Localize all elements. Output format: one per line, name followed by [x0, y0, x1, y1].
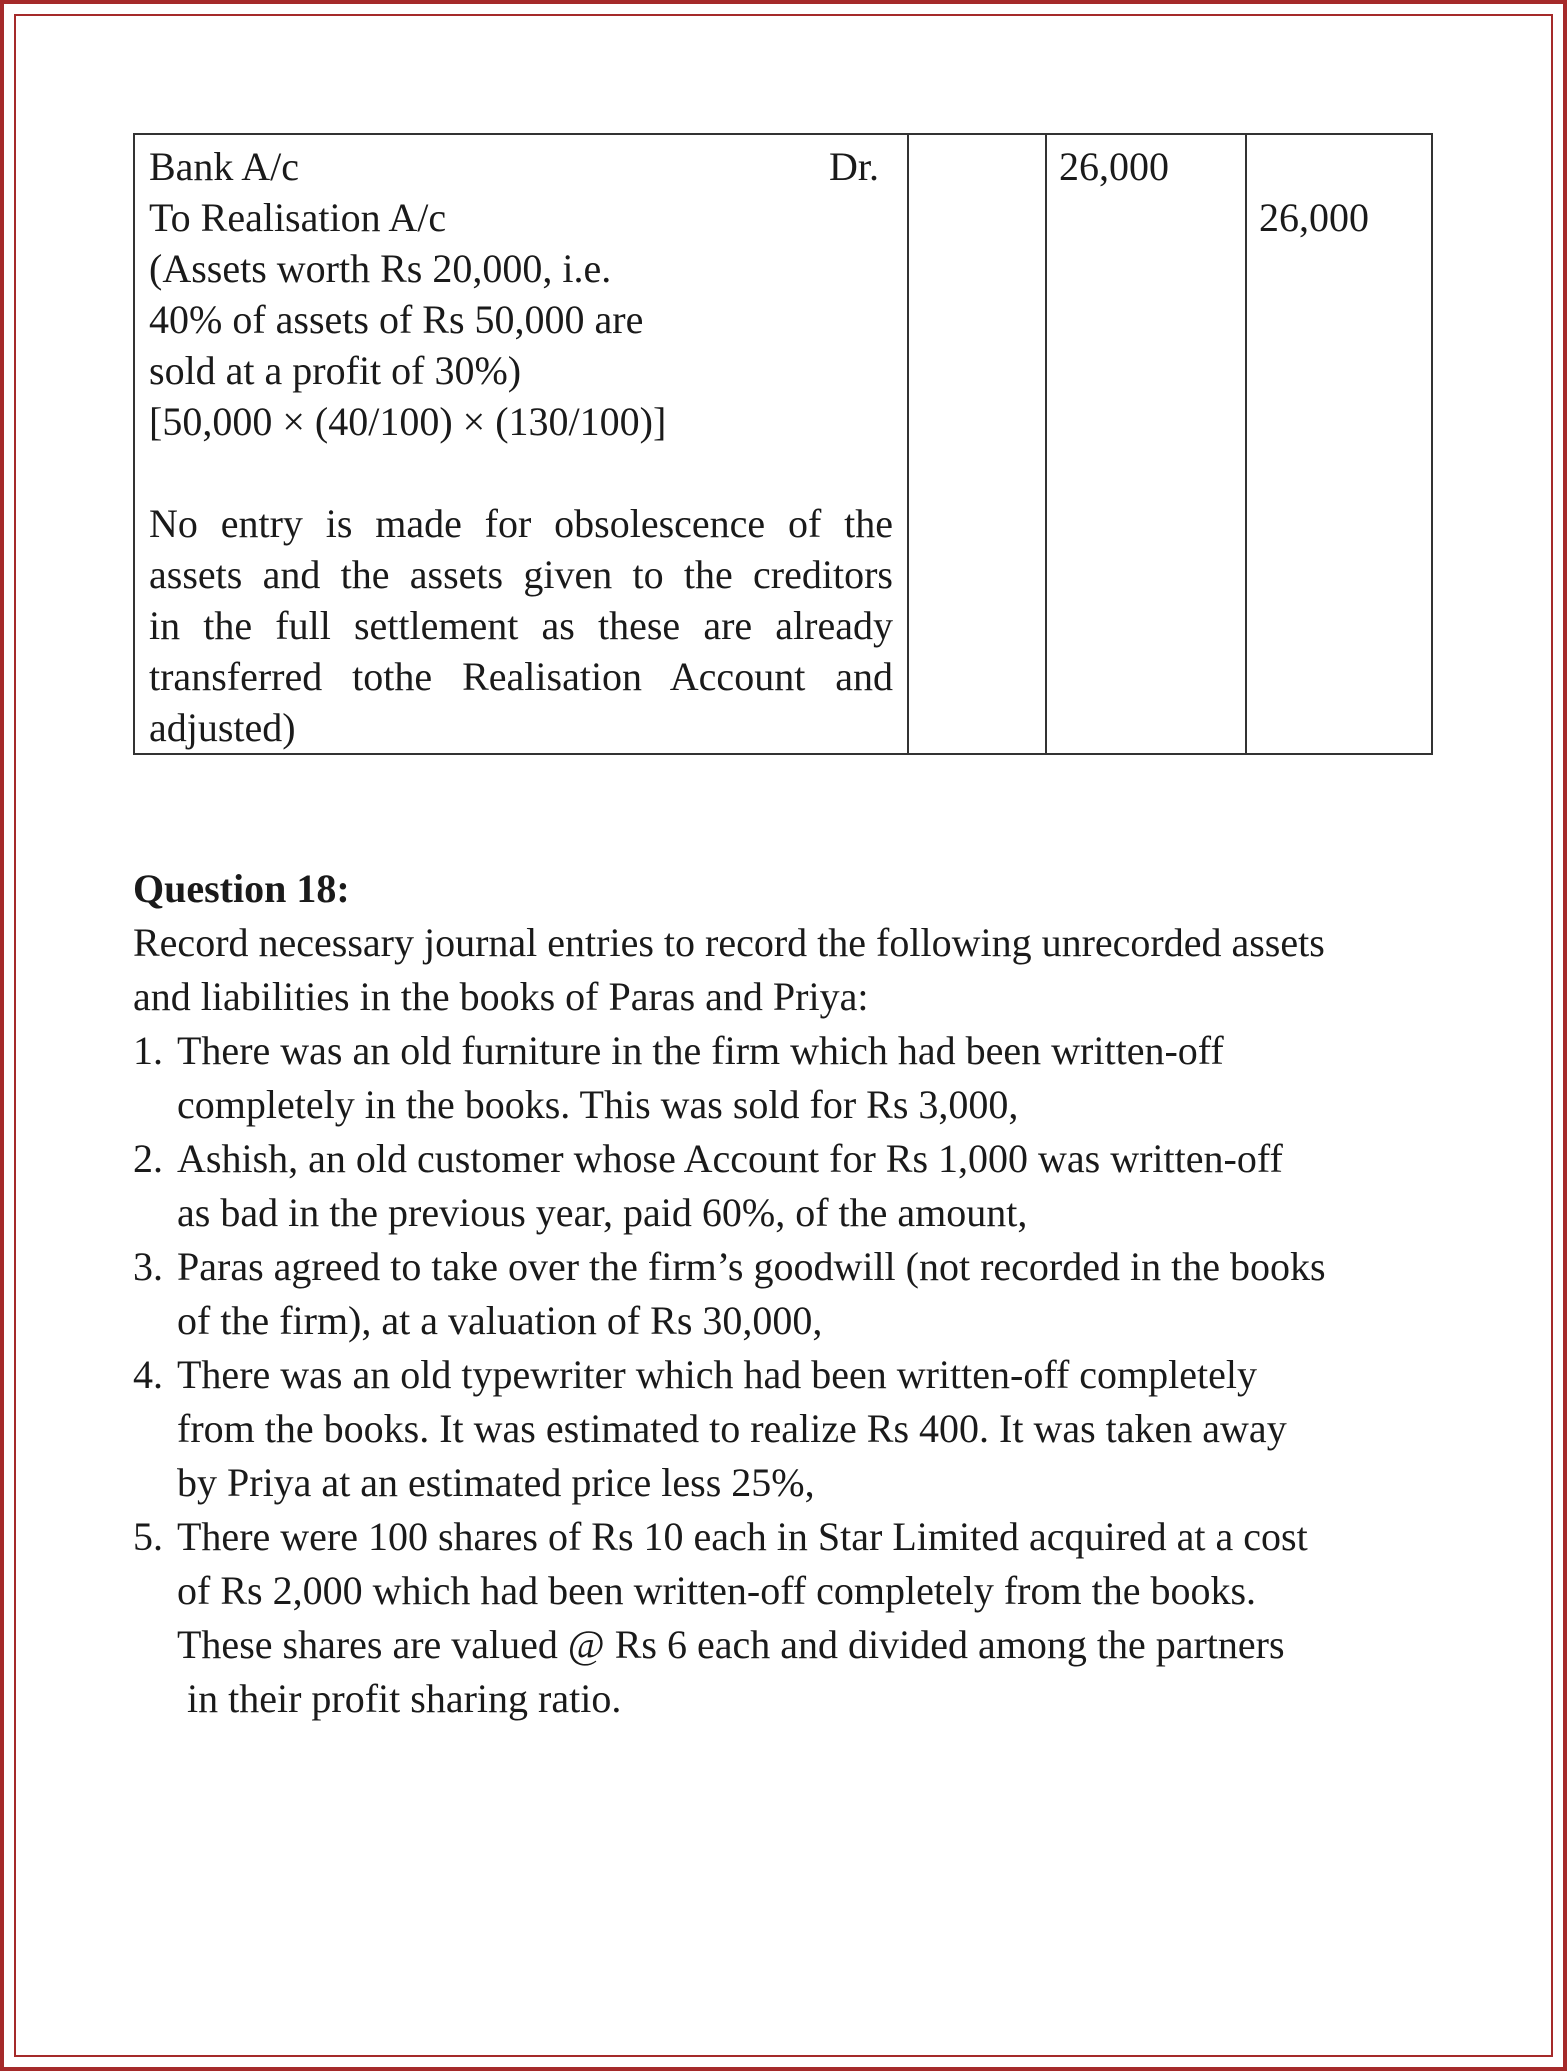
item-text [177, 1132, 1433, 1240]
list-item [133, 1510, 1433, 1726]
item-line: of the firm), at a valuation of Rs 30,000, [177, 1298, 823, 1343]
item-text [177, 1510, 1433, 1726]
item-line: There was an old furniture in the firm which had been written-off [177, 1028, 1224, 1073]
credit-amount: 26,000 [1259, 195, 1369, 240]
note-line: transferred tothe Realisation Account and [149, 654, 893, 699]
note-line: assets and the assets given to the creditors [149, 552, 893, 597]
item-line: Ashish, an old customer whose Account for Rs 1,000 was written-off [177, 1136, 1283, 1181]
list-item [133, 1132, 1433, 1240]
item-line: from the books. It was estimated to realize Rs 400. It was taken away [177, 1406, 1287, 1451]
credit-account: To Realisation A/c [149, 195, 447, 240]
debit-line [149, 141, 893, 192]
note-line: No entry is made for obsolescence of the [149, 501, 893, 546]
item-number: 2. [133, 1136, 163, 1181]
item-line: There was an old typewriter which had been written-off completely [177, 1352, 1257, 1397]
item-line: of Rs 2,000 which had been written-off completely from the books. [177, 1568, 1257, 1613]
intro-line: and liabilities in the books of Paras and Priya: [133, 974, 869, 1019]
debit-amount: 26,000 [1059, 144, 1169, 189]
narration-line: 40% of assets of Rs 50,000 are [149, 297, 644, 342]
item-number: 5. [133, 1514, 163, 1559]
particulars-cell [134, 134, 908, 754]
journal-row [134, 134, 1432, 754]
question-section [133, 862, 1433, 1726]
item-line: as bad in the previous year, paid 60%, of the amount, [177, 1190, 1028, 1235]
item-line: These shares are valued @ Rs 6 each and divided among the partners [177, 1622, 1285, 1667]
item-number: 3. [133, 1244, 163, 1289]
question-title: Question 18: [133, 866, 350, 911]
question-list [133, 1024, 1433, 1726]
dr-label: Dr. [829, 144, 879, 189]
list-item [133, 1240, 1433, 1348]
item-line: completely in the books. This was sold for Rs 3,000, [177, 1082, 1019, 1127]
item-text [177, 1348, 1433, 1510]
lf-cell [908, 134, 1046, 754]
question-intro [133, 916, 1433, 1024]
debit-amount-cell [1046, 134, 1246, 754]
item-line: in their profit sharing ratio. [177, 1676, 622, 1721]
spacer [149, 447, 893, 498]
journal-table [133, 133, 1433, 755]
credit-amount-cell [1246, 134, 1432, 754]
note-line: adjusted) [149, 705, 296, 750]
item-number: 1. [133, 1028, 163, 1073]
item-text [177, 1240, 1433, 1348]
note-line: in the full settlement as these are already [149, 603, 893, 648]
item-line: Paras agreed to take over the firm’s goodwill (not recorded in the books [177, 1244, 1326, 1289]
narration-line: (Assets worth Rs 20,000, i.e. [149, 246, 612, 291]
narration-line: [50,000 × (40/100) × (130/100)] [149, 399, 667, 444]
narration-line: sold at a profit of 30%) [149, 348, 522, 393]
item-line: by Priya at an estimated price less 25%, [177, 1460, 815, 1505]
item-line: There were 100 shares of Rs 10 each in Star Limited acquired at a cost [177, 1514, 1308, 1559]
debit-account: Bank A/c [149, 144, 299, 189]
item-text [177, 1024, 1433, 1132]
intro-line: Record necessary journal entries to record the following unrecorded assets [133, 920, 1325, 965]
item-number: 4. [133, 1352, 163, 1397]
list-item [133, 1024, 1433, 1132]
list-item [133, 1348, 1433, 1510]
